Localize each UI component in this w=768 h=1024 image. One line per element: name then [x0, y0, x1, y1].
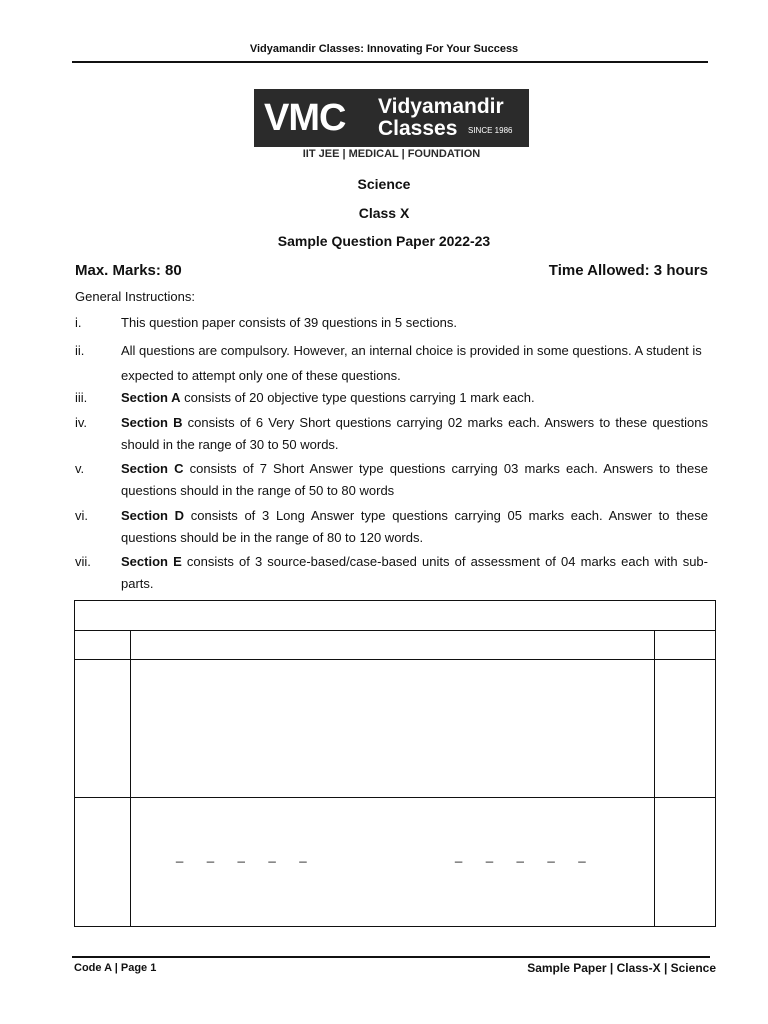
table-column-divider	[654, 630, 655, 927]
instruction-item	[75, 412, 708, 456]
instruction-text: All questions are compulsory. However, an internal choice is provided in some questions. A student is expected to attempt only one of these questions.	[121, 343, 702, 383]
table-row-divider	[75, 659, 715, 660]
vmc-logo	[254, 89, 529, 147]
instruction-number: vi.	[75, 508, 88, 523]
instruction-item	[75, 387, 708, 409]
instruction-section: Section E	[121, 554, 182, 569]
instruction-item	[75, 338, 708, 388]
instruction-text: consists of 3 Long Answer type questions carrying 05 marks each. Answer to these questions should be in the range of 80 to 120 words.	[121, 508, 708, 545]
logo-abbr: VMC	[264, 97, 346, 139]
max-marks: Max. Marks: 80	[75, 262, 182, 279]
instruction-number: i.	[75, 315, 82, 330]
footer-paper-info: Sample Paper | Class-X | Science	[527, 961, 716, 975]
instruction-item	[75, 312, 708, 334]
logo-name-line2: Classes	[378, 117, 458, 140]
paper-title: Sample Question Paper 2022-23	[277, 233, 491, 249]
table-row-divider	[75, 797, 715, 798]
instruction-section: Section C	[121, 461, 184, 476]
blank-dashes-right: _ _ _ _ _	[455, 848, 596, 863]
instruction-text: consists of 7 Short Answer type questions carrying 03 marks each. Answers to these questions should in the range of 50 to 80 words	[121, 461, 708, 498]
instruction-text: consists of 6 Very Short questions carrying 02 marks each. Answers to these questions should in the range of 30 to 50 words.	[121, 415, 708, 452]
instruction-number: v.	[75, 461, 85, 476]
instruction-number: vii.	[75, 554, 91, 569]
instruction-number: iii.	[75, 390, 88, 405]
question-table	[74, 600, 716, 927]
instruction-section: Section B	[121, 415, 183, 430]
footer-rule	[72, 956, 710, 958]
instruction-section: Section D	[121, 508, 185, 523]
instruction-text: This question paper consists of 39 questions in 5 sections.	[121, 315, 458, 330]
footer-page-code: Code A | Page 1	[74, 962, 157, 974]
class-title: Class X	[358, 205, 410, 221]
blank-dashes-left: _ _ _ _ _	[176, 848, 317, 863]
logo-tagline: IIT JEE | MEDICAL | FOUNDATION	[302, 148, 481, 160]
time-allowed: Time Allowed: 3 hours	[548, 262, 708, 279]
table-row-divider	[75, 630, 715, 631]
logo-name-line1: Vidyamandir	[378, 95, 504, 118]
header-rule	[72, 61, 708, 63]
instruction-text: consists of 20 objective type questions carrying 1 mark each.	[180, 390, 535, 405]
instruction-number: ii.	[75, 343, 85, 358]
instruction-item	[75, 505, 708, 549]
page-header: Vidyamandir Classes: Innovating For Your Success	[249, 43, 519, 55]
instruction-text: consists of 3 source-based/case-based units of assessment of 04 marks each with sub-parts.	[121, 554, 708, 591]
instruction-item	[75, 551, 708, 595]
logo-since: SINCE 1986	[468, 126, 513, 135]
instruction-number: iv.	[75, 415, 88, 430]
instruction-item	[75, 458, 708, 502]
instructions-heading: General Instructions:	[75, 289, 195, 304]
subject-title: Science	[357, 176, 411, 192]
table-column-divider	[130, 630, 131, 927]
instruction-section: Section A	[121, 390, 181, 405]
